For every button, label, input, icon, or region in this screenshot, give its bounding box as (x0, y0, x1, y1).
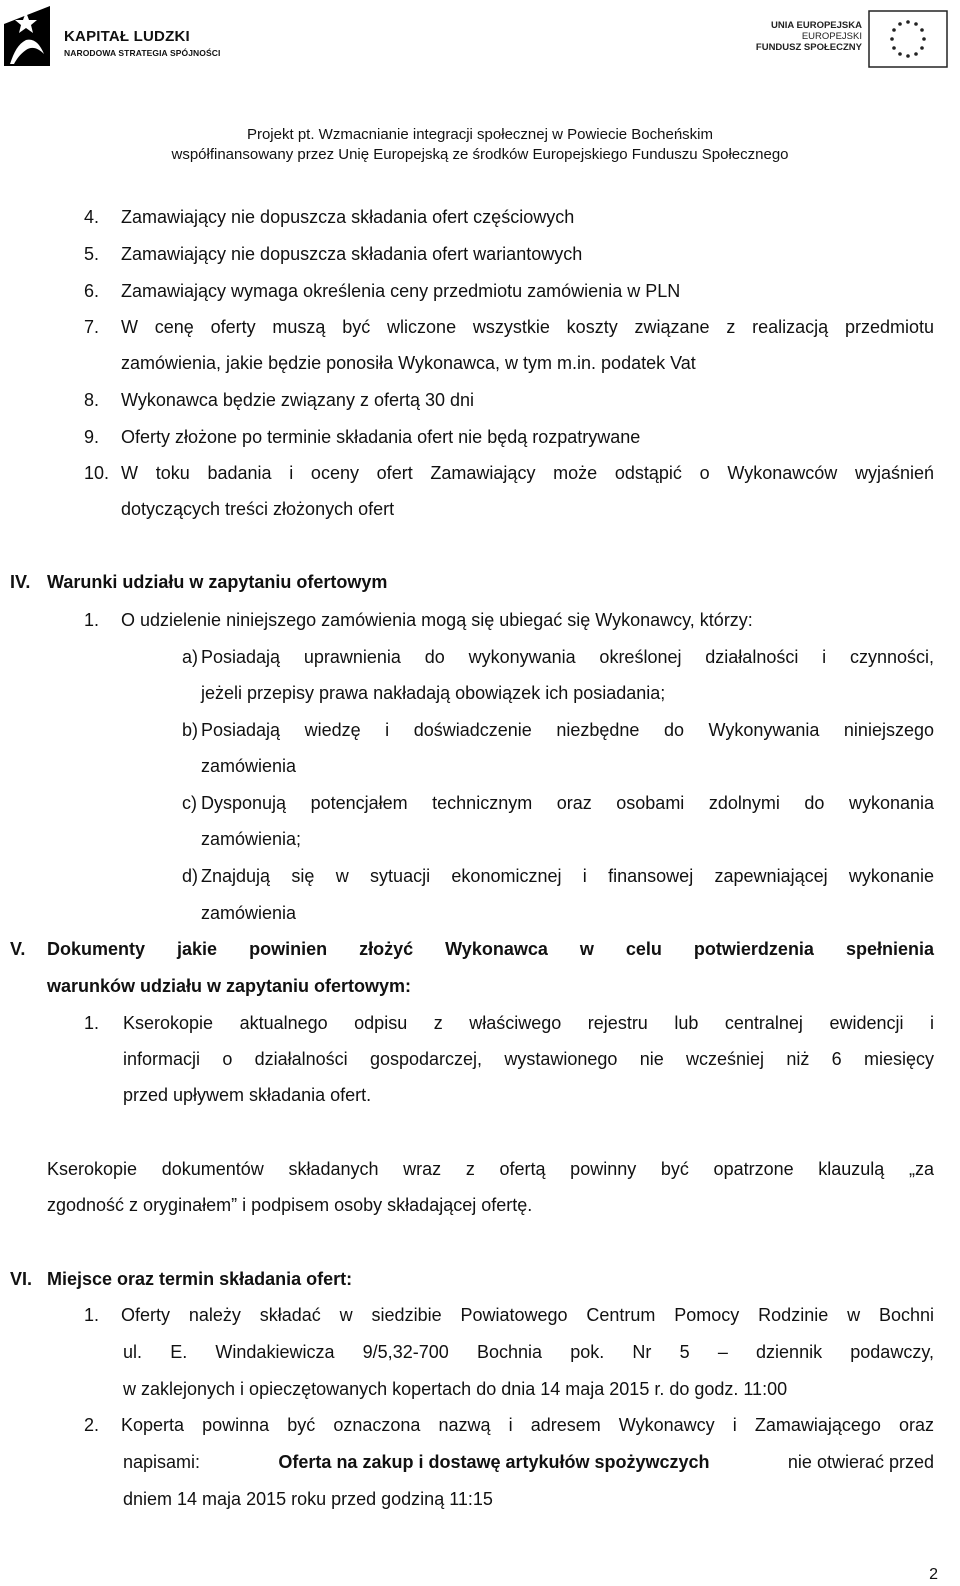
list-item-text: w zaklejonych i opieczętowanych kopertach do dnia 14 maja 2015 r. do godz. 11:00 (123, 1379, 788, 1399)
list-item-text: Oferty złożone po terminie składania ofert nie będą rozpatrywane (121, 427, 641, 447)
list-item-number: 1. (84, 1305, 100, 1325)
list-item-text: Zamawiający nie dopuszcza składania ofert częściowych (121, 207, 575, 227)
subitem-text: Znajdują się w sytuacji ekonomicznej i finansowej zapewniającej wykonanie (201, 866, 934, 886)
kapital-ludzki-emblem-icon (4, 6, 52, 66)
subitem-continuation: zamówienia; (201, 829, 302, 849)
list-item-text: Koperta powinna być oznaczona nazwą i adresem Wykonawcy i Zamawiającego oraz (121, 1415, 934, 1435)
section-number: VI. (10, 1269, 33, 1289)
project-cofinancing: współfinansowany przez Unię Europejską ze środków Europejskiego Funduszu Społecznego (171, 146, 789, 163)
list-item-number: 8. (84, 390, 100, 410)
logo-title: KAPITAŁ LUDZKI (64, 28, 190, 45)
list-item-text: Kserokopie aktualnego odpisu z właściwego rejestru lub centralnej ewidencji i (123, 1013, 934, 1033)
list-item-text: dniem 14 maja 2015 roku przed godziną 11:15 (123, 1489, 493, 1509)
eu-logo-line3: FUNDUSZ SPOŁECZNY (755, 42, 862, 53)
list-item-number: 1. (84, 1013, 100, 1033)
eu-flag-icon (868, 10, 948, 68)
logo-subtitle: NARODOWA STRATEGIA SPÓJNOŚCI (64, 48, 221, 58)
list-item-text: Wykonawca będzie związany z ofertą 30 dni (121, 390, 475, 410)
list-item-number: 4. (84, 207, 100, 227)
subitem-text: Dysponują potencjałem technicznym oraz osobami zdolnymi do wykonania (201, 793, 934, 813)
list-item-text: Zamawiający wymaga określenia ceny przedmiotu zamówienia w PLN (121, 281, 681, 301)
offer-label-title: Oferta na zakup i dostawę artykułów spożywczych (278, 1452, 710, 1472)
list-item-text: Zamawiający nie dopuszcza składania ofert wariantowych (121, 244, 583, 264)
subitem-continuation: zamówienia (201, 756, 297, 776)
copies-note-continuation: zgodność z oryginałem” i podpisem osoby składającej ofertę. (47, 1195, 533, 1215)
offer-label-suffix: nie otwierać przed (787, 1452, 934, 1472)
offer-label-prefix: napisami: (123, 1452, 201, 1472)
subitem-continuation: jeżeli przepisy prawa nakładają obowiązek ich posiadania; (201, 683, 666, 703)
eu-logo-line1: UNIA EUROPEJSKA (771, 20, 862, 31)
list-item-text: ul. E. Windakiewicza 9/5,32-700 Bochnia pok. Nr 5 – dziennik podawczy, (123, 1342, 934, 1362)
list-item-number: 5. (84, 244, 100, 264)
subitem-letter: b) (182, 720, 199, 740)
project-title: Projekt pt. Wzmacnianie integracji społecznej w Powiecie Bocheńskim (246, 126, 714, 143)
page-number: 2 (929, 1566, 938, 1583)
section-title: Warunki udziału w zapytaniu ofertowym (47, 572, 388, 592)
list-item-continuation: zamówienia, jakie będzie ponosiła Wykonawca, w tym m.in. podatek Vat (121, 353, 696, 373)
list-item-text: W cenę oferty muszą być wliczone wszystkie koszty związane z realizacją przedmiotu (121, 317, 934, 337)
subitem-text: Posiadają wiedzę i doświadczenie niezbędne do Wykonywania niniejszego (201, 720, 934, 740)
subitem-continuation: zamówienia (201, 903, 297, 923)
subitem-letter: a) (182, 647, 199, 667)
offer-label-line (123, 1451, 934, 1473)
subitem-letter: c) (182, 793, 197, 813)
list-item-text: przed upływem składania ofert. (123, 1085, 372, 1105)
section-title-continuation: warunków udziału w zapytaniu ofertowym: (47, 976, 412, 996)
eu-logo-line2: EUROPEJSKI (801, 31, 862, 42)
list-item-text: O udzielenie niniejszego zamówienia mogą się ubiegać się Wykonawcy, którzy: (121, 610, 753, 630)
list-item-number: 1. (84, 610, 100, 630)
list-item-number: 6. (84, 281, 100, 301)
section-title: Dokumenty jakie powinien złożyć Wykonawca w celu potwierdzenia spełnienia (47, 939, 934, 959)
list-item-number: 2. (84, 1415, 100, 1435)
subitem-letter: d) (182, 866, 199, 886)
section-title: Miejsce oraz termin składania ofert: (47, 1269, 353, 1289)
list-item-text: Oferty należy składać w siedzibie Powiatowego Centrum Pomocy Rodzinie w Bochni (121, 1305, 934, 1325)
list-item-text: W toku badania i oceny ofert Zamawiający może odstąpić o Wykonawców wyjaśnień (121, 463, 934, 483)
kapital-ludzki-logo (4, 6, 234, 66)
subitem-text: Posiadają uprawnienia do wykonywania określonej działalności i czynności, (201, 647, 934, 667)
list-item-number: 9. (84, 427, 100, 447)
section-number: IV. (10, 572, 31, 592)
list-item-text: informacji o działalności gospodarczej, wystawionego nie wcześniej niż 6 miesięcy (123, 1049, 934, 1069)
copies-note: Kserokopie dokumentów składanych wraz z ofertą powinny być opatrzone klauzulą „za (47, 1159, 934, 1179)
eu-logo (738, 10, 948, 68)
list-item-continuation: dotyczących treści złożonych ofert (121, 499, 395, 519)
list-item-number: 10. (84, 463, 110, 483)
list-item-number: 7. (84, 317, 100, 337)
section-number: V. (10, 939, 26, 959)
